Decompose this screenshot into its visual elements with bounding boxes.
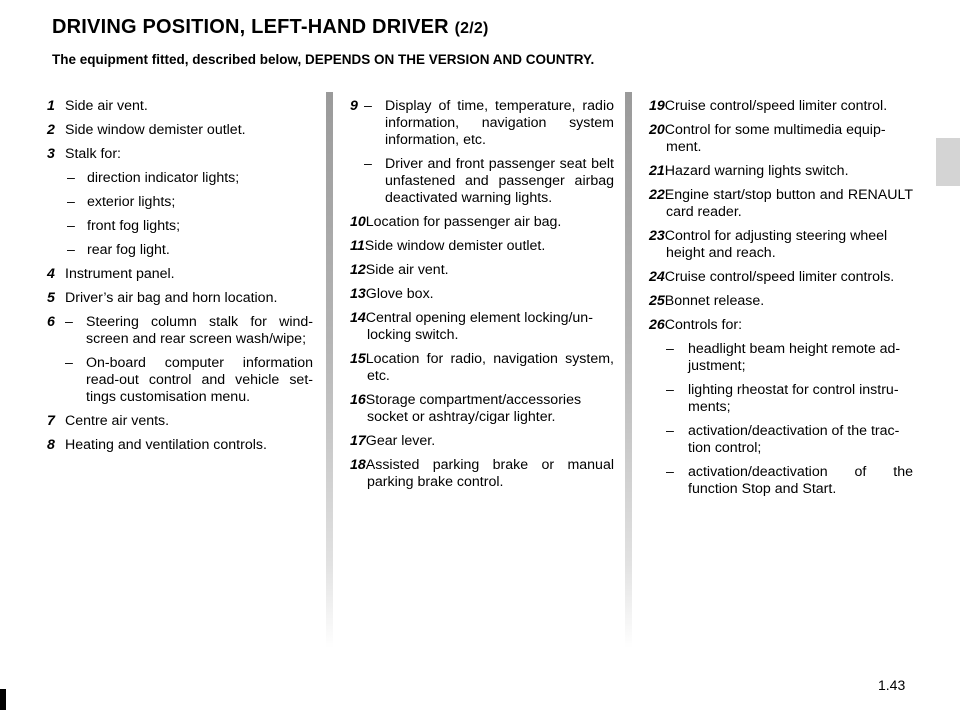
item-text: Stalk for: (65, 146, 121, 162)
subitem-text: direction indicator lights; (87, 170, 240, 186)
chapter-thumb-tab (936, 138, 960, 186)
subitem-text: rear fog light. (87, 242, 170, 258)
item-text: Central opening element locking/un-locking switch. (365, 310, 593, 343)
item-number: 26 (649, 317, 665, 333)
legend-item-10 (350, 214, 614, 231)
subitem-text: Driver and front passenger seat belt unfastened and passenger airbag deactivated warning lights. (385, 156, 614, 206)
subitem-text: front fog lights; (87, 218, 181, 234)
item-text: Side window demister outlet. (364, 238, 546, 254)
legend-subitem (47, 355, 313, 406)
dash-bullet: – (666, 341, 674, 357)
item-number: 11 (350, 238, 365, 254)
legend-item-12 (350, 262, 614, 279)
item-text: Location for radio, navigation system, etc. (365, 351, 614, 384)
legend-column-1 (47, 98, 313, 461)
item-number: 8 (47, 437, 55, 453)
subitem-text: activation/deactivation of the trac-tion control; (688, 423, 900, 456)
item-text: Cruise control/speed limiter control. (664, 98, 888, 114)
dash-bullet: – (666, 382, 674, 398)
legend-subitem (67, 170, 313, 187)
item-number: 24 (649, 269, 665, 285)
subitem-text: Display of time, temperature, radio information, navigation system information, etc. (385, 98, 614, 148)
dash-bullet: – (666, 423, 674, 439)
legend-item-18 (350, 457, 614, 491)
dash-bullet: – (364, 98, 372, 114)
item-text: Cruise control/speed limiter controls. (664, 269, 895, 285)
item-number: 13 (350, 286, 366, 302)
item-text: Assisted parking brake or manual parking brake control. (365, 457, 614, 490)
legend-item-2 (47, 122, 313, 139)
legend-item-3 (47, 146, 313, 163)
equipment-notice: The equipment fitted, described below, DEPENDS ON THE VERSION AND COUNTRY. (52, 52, 595, 67)
item-number: 12 (350, 262, 366, 278)
subitem-text: activation/deactivation of the function Stop and Start. (688, 464, 913, 497)
legend-item-13 (350, 286, 614, 303)
item-text: Side air vent. (365, 262, 449, 278)
item-number: 2 (47, 122, 55, 138)
title-text: DRIVING POSITION, LEFT-HAND DRIVER (52, 16, 449, 38)
legend-item-26 (649, 317, 913, 334)
item-text: Controls for: (664, 317, 743, 333)
legend-item-15 (350, 351, 614, 385)
subitem-text: Steering column stalk for wind-screen and rear screen wash/wipe; (86, 314, 313, 347)
item-number: 10 (350, 214, 366, 230)
legend-item-21 (649, 163, 913, 180)
dash-bullet: – (67, 194, 75, 210)
item-text: Driver’s air bag and horn location. (65, 290, 278, 306)
item-text: Side air vent. (65, 98, 148, 114)
column-divider-right (625, 92, 632, 648)
legend-item-1 (47, 98, 313, 115)
item-number: 18 (350, 457, 366, 473)
legend-subitem (666, 341, 913, 375)
item-number: 22 (649, 187, 665, 203)
item-number: 21 (649, 163, 665, 179)
subitem-text: headlight beam height remote ad-justment; (688, 341, 901, 374)
legend-item-8 (47, 437, 313, 454)
item-text: Heating and ventilation controls. (65, 437, 267, 453)
legend-column-3 (649, 98, 913, 505)
item-number: 4 (47, 266, 55, 282)
item-text: Engine start/stop button and RENAULT card reader. (664, 187, 913, 220)
legend-subitem (666, 464, 913, 498)
item-number: 7 (47, 413, 55, 429)
page-number: 1.43 (878, 677, 906, 693)
legend-item-9 (350, 98, 614, 149)
legend-subitem (67, 218, 313, 235)
legend-item-6 (47, 314, 313, 348)
item-number: 6 (47, 314, 55, 330)
legend-item-5 (47, 290, 313, 307)
item-text: Instrument panel. (65, 266, 175, 282)
item-number: 14 (350, 310, 366, 326)
legend-item-19 (649, 98, 913, 115)
item-text: Bonnet release. (664, 293, 765, 309)
legend-item-23 (649, 228, 913, 262)
item-number: 3 (47, 146, 55, 162)
legend-item-25 (649, 293, 913, 310)
legend-item-11 (350, 238, 614, 255)
item-number: 16 (350, 392, 366, 408)
item-text: Control for some multimedia equip-ment. (664, 122, 886, 155)
dash-bullet: – (67, 242, 75, 258)
dash-bullet: – (65, 355, 73, 371)
legend-item-20 (649, 122, 913, 156)
legend-item-14 (350, 310, 614, 344)
legend-item-4 (47, 266, 313, 283)
legend-column-2 (350, 98, 614, 498)
item-number: 25 (649, 293, 665, 309)
legend-subitem (67, 242, 313, 259)
legend-item-24 (649, 269, 913, 286)
item-number: 19 (649, 98, 665, 114)
item-text: Gear lever. (365, 433, 436, 449)
item-number: 1 (47, 98, 55, 114)
item-number: 20 (649, 122, 665, 138)
item-text: Hazard warning lights switch. (664, 163, 849, 179)
subitem-text: On-board computer information read-out control and vehicle set-tings customisation menu. (86, 355, 313, 405)
legend-subitem (67, 194, 313, 211)
page-title (52, 16, 489, 39)
item-number: 9 (350, 98, 358, 114)
legend-subitem (666, 382, 913, 416)
legend-item-16 (350, 392, 614, 426)
item-text: Control for adjusting steering wheel height and reach. (664, 228, 888, 261)
item-number: 5 (47, 290, 55, 306)
page-edge-marker (0, 689, 6, 710)
item-number: 15 (350, 351, 366, 367)
legend-item-22 (649, 187, 913, 221)
legend-item-17 (350, 433, 614, 450)
subitem-text: exterior lights; (87, 194, 176, 210)
dash-bullet: – (666, 464, 674, 480)
legend-item-7 (47, 413, 313, 430)
subitem-text: lighting rheostat for control instru-ments; (688, 382, 899, 415)
dash-bullet: – (364, 156, 372, 172)
legend-subitem (350, 156, 614, 207)
item-text: Glove box. (365, 286, 434, 302)
item-number: 17 (350, 433, 366, 449)
legend-subitem (666, 423, 913, 457)
dash-bullet: – (67, 218, 75, 234)
dash-bullet: – (65, 314, 73, 330)
column-divider-left (326, 92, 333, 648)
item-text: Centre air vents. (65, 413, 170, 429)
item-text: Storage compartment/accessories socket or ashtray/cigar lighter. (365, 392, 582, 425)
item-text: Location for passenger air bag. (365, 214, 562, 230)
item-number: 23 (649, 228, 665, 244)
item-text: Side window demister outlet. (65, 122, 246, 138)
dash-bullet: – (67, 170, 75, 186)
title-part-indicator: (2/2) (454, 20, 489, 37)
